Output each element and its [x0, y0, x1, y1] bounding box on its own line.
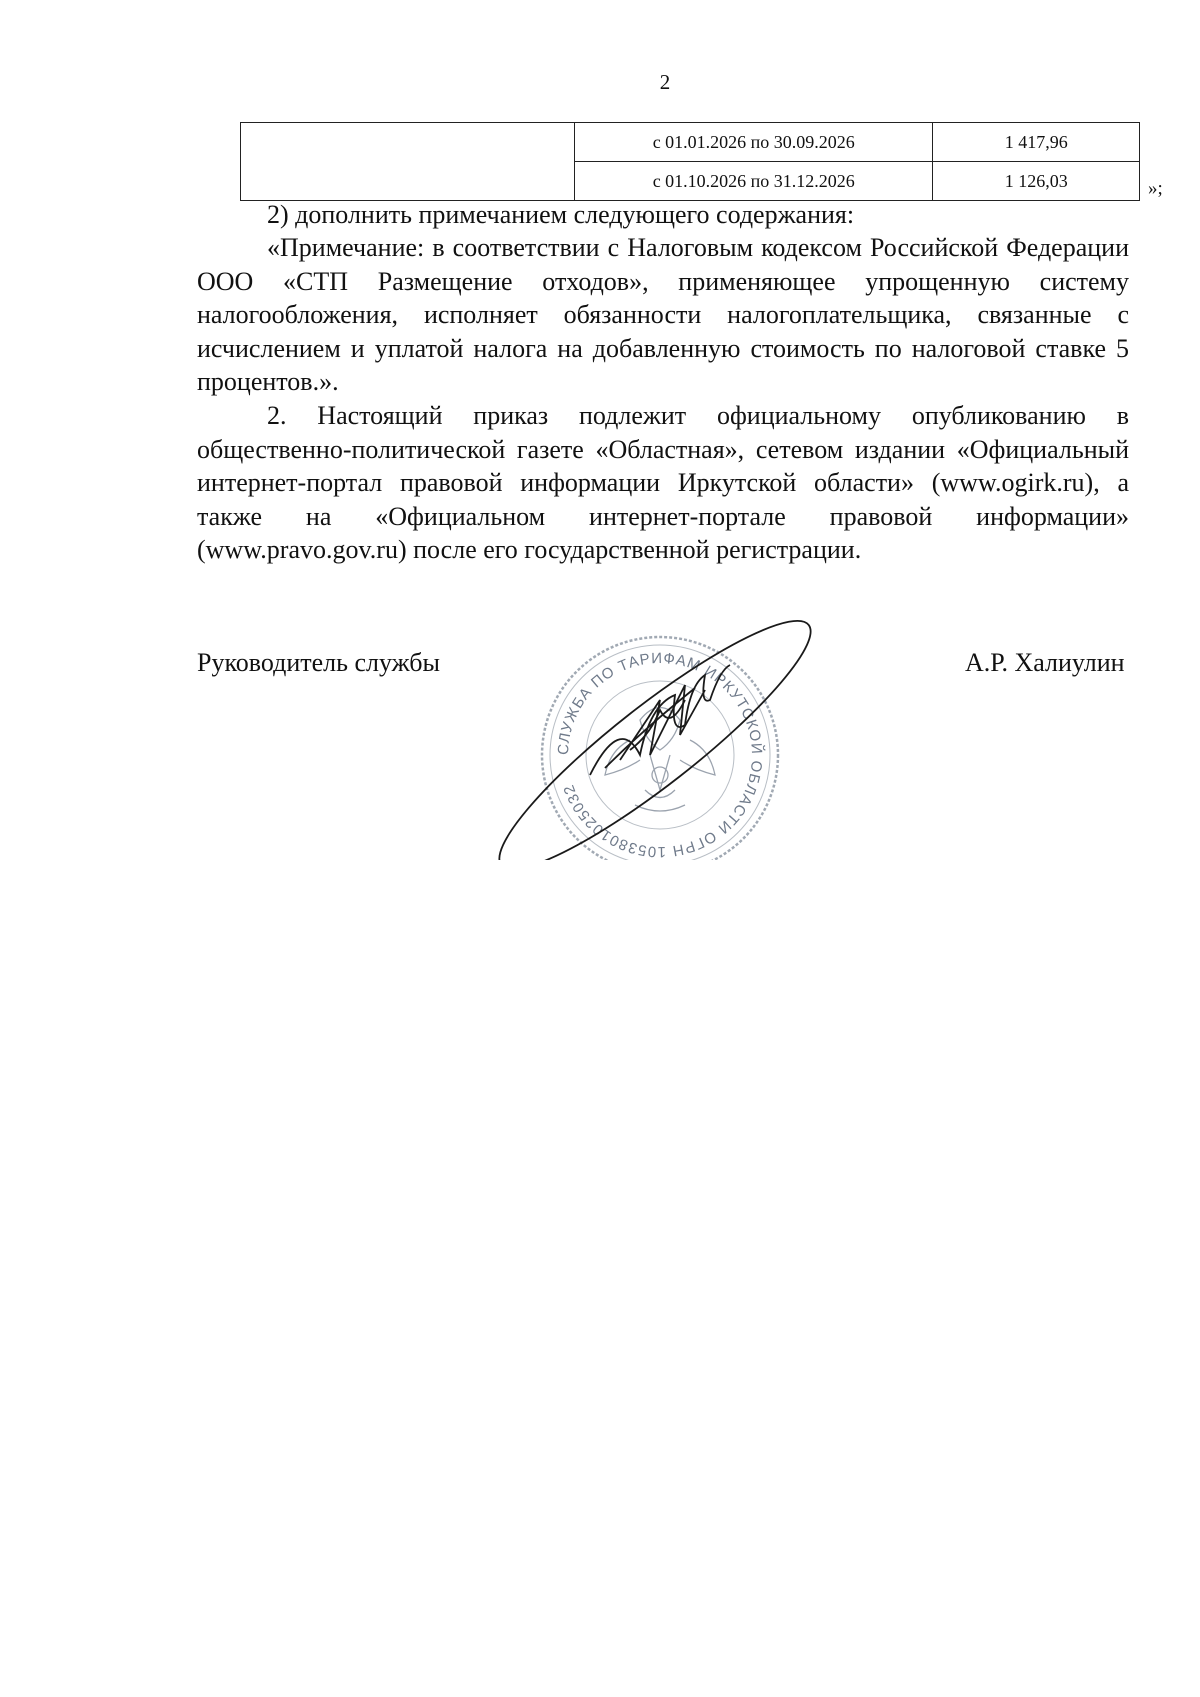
- rates-table: [240, 122, 1140, 201]
- handwritten-signature: [480, 593, 833, 860]
- paragraph-text: 2. Настоящий приказ подлежит официальному опубликованию в общественно-политической газете «Областная», сетевом издании «Официальный интернет-портал правовой информации Иркутской области» (www.ogirk.ru), а также на «Официальном интернет-портале правовой информации» (www.pravo.gov.ru) после его государственной регистрации.: [197, 401, 1129, 564]
- page-number: 2: [659, 70, 671, 94]
- paragraph-note: [197, 231, 1129, 399]
- table-row: [241, 123, 1140, 162]
- signature-name: А.Р. Халиулин: [965, 648, 1125, 677]
- paragraph-text: 2) дополнить примечанием следующего содержания:: [267, 200, 855, 229]
- paragraph-text: «Примечание: в соответствии с Налоговым кодексом Российской Федерации ООО «СТП Размещение отходов», применяющее упрощенную систему налогообложения, исполняет обязанности налогоплательщика, связанные с исчислением и уплатой налога на добавленную стоимость по налоговой ставке 5 процентов.».: [197, 233, 1129, 396]
- stamp-text: СЛУЖБА ПО ТАРИФАМ ИРКУТСКОЙ ОБЛАСТИ ОГРН 1053801025032: [554, 649, 766, 860]
- table-cell-value: 1 417,96: [933, 123, 1140, 162]
- paragraph-item-2: [197, 198, 1129, 232]
- closing-quote: »;: [1148, 178, 1163, 199]
- seal-and-signature: [480, 590, 840, 860]
- seal-image: [480, 590, 840, 860]
- stamp-seal: [542, 637, 778, 860]
- signature-title: Руководитель службы: [197, 648, 440, 677]
- table-cell-empty: [241, 123, 575, 201]
- table-cell-period: с 01.01.2026 по 30.09.2026: [575, 123, 933, 162]
- table-cell-value: 1 126,03: [933, 162, 1140, 201]
- table-cell-period: с 01.10.2026 по 31.12.2026: [575, 162, 933, 201]
- paragraph-publication: [197, 399, 1129, 567]
